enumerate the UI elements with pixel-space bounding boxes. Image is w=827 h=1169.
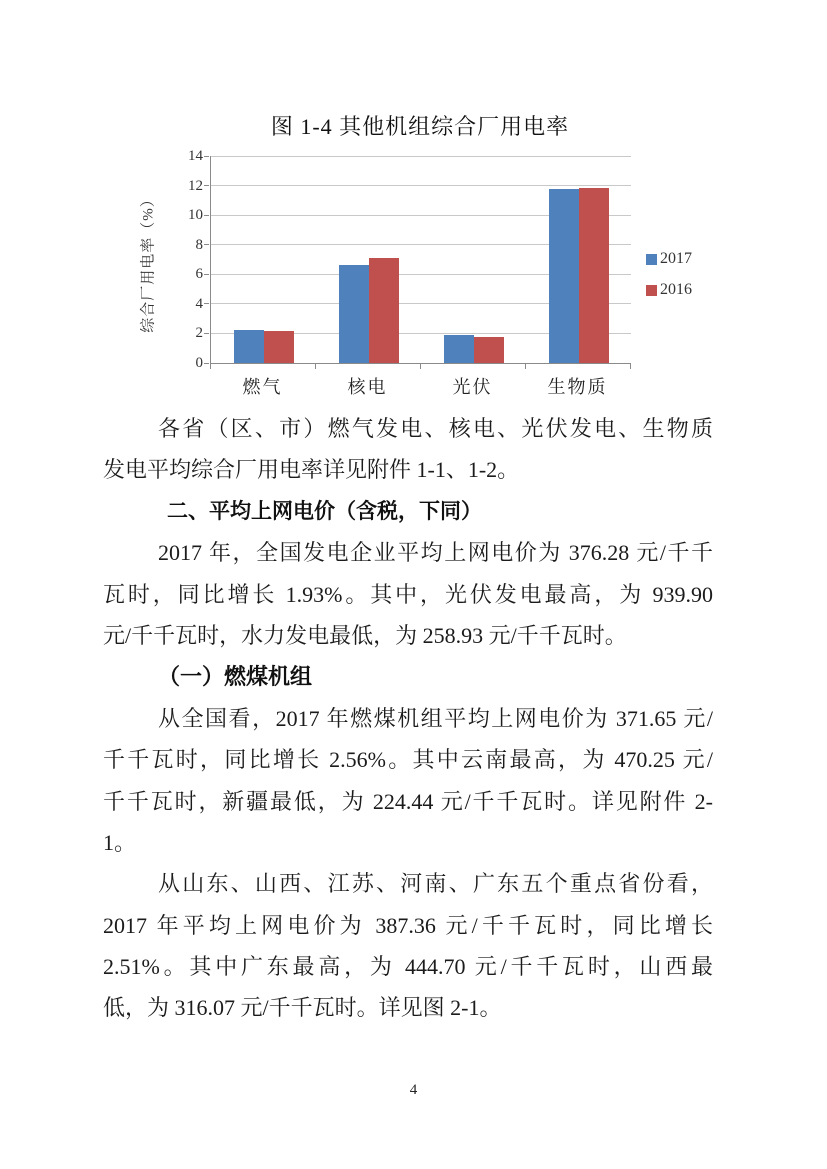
- y-tick-mark: [204, 244, 209, 245]
- y-tick-label: 8: [195, 236, 203, 253]
- page-number: 4: [409, 1082, 418, 1098]
- body-paragraph-line: 2.51%。其中广东最高，为 444.70 元/千千瓦时，山西最: [103, 954, 713, 980]
- bar-2017-1: [339, 265, 369, 363]
- body-paragraph-line: 1。: [103, 829, 137, 855]
- y-tick-label: 4: [195, 295, 203, 312]
- gridline: [211, 185, 631, 186]
- figure-title: 图 1-4 其他机组综合厂用电率: [270, 114, 570, 139]
- y-tick-label: 12: [188, 177, 203, 194]
- legend-marker-2017: [646, 254, 657, 265]
- figure-1-4: [0, 0, 827, 405]
- body-paragraph-line: 低，为 316.07 元/千千瓦时。详见图 2-1。: [103, 995, 502, 1021]
- y-axis-title: 综合厂用电率（%）: [140, 191, 157, 333]
- y-tick-mark: [204, 156, 209, 157]
- y-tick-mark: [204, 333, 209, 334]
- x-tick-mark: [420, 364, 421, 369]
- y-tick-mark: [204, 303, 209, 304]
- body-paragraph-line: 各省（区、市）燃气发电、核电、光伏发电、生物质: [158, 416, 713, 441]
- x-tick-mark: [630, 364, 631, 369]
- x-category-label: 核电: [347, 377, 388, 397]
- bar-2017-3: [549, 189, 579, 363]
- x-tick-mark: [525, 364, 526, 369]
- x-tick-mark: [315, 364, 316, 369]
- body-paragraph-line: 千千瓦时，新疆最低，为 224.44 元/千千瓦时。详见附件 2-: [103, 788, 713, 814]
- body-paragraph-line: 瓦时，同比增长 1.93%。其中，光伏发电最高，为 939.90: [103, 581, 713, 607]
- body-paragraph-line: 从全国看，2017 年燃煤机组平均上网电价为 371.65 元/: [158, 705, 713, 731]
- y-tick-label: 0: [195, 355, 203, 371]
- legend-item: [646, 281, 692, 299]
- body-paragraph-line: 2017 年平均上网电价为 387.36 元/千千瓦时，同比增长: [103, 912, 713, 938]
- gridline: [211, 156, 631, 157]
- body-paragraph-line: 从山东、山西、江苏、河南、广东五个重点省份看，: [158, 871, 713, 897]
- legend-label: 2017: [660, 250, 692, 267]
- body-paragraph-line: 千千瓦时，同比增长 2.56%。其中云南最高，为 470.25 元/: [103, 747, 713, 773]
- x-category-label: 生物质: [547, 377, 608, 397]
- body-paragraph-line: 2017 年，全国发电企业平均上网电价为 376.28 元/千千: [158, 540, 713, 566]
- y-tick-label: 2: [195, 325, 203, 342]
- bar-2016-2: [474, 337, 504, 363]
- y-tick-mark: [204, 185, 209, 186]
- bar-2016-1: [369, 258, 399, 363]
- body-paragraph-line: 元/千千瓦时，水力发电最低，为 258.93 元/千千瓦时。: [103, 622, 627, 648]
- bar-2016-0: [264, 331, 294, 364]
- body-paragraph-line: 发电平均综合厂用电率详见附件 1-1、1-2。: [103, 457, 520, 483]
- y-tick-mark: [204, 274, 209, 275]
- subsection-heading: （一）燃煤机组: [158, 664, 313, 690]
- y-tick-label: 6: [195, 266, 203, 283]
- y-tick-mark: [204, 363, 209, 364]
- x-category-label: 光伏: [452, 377, 493, 397]
- section-heading: 二、平均上网电价（含税，下同）: [167, 499, 482, 523]
- bar-2016-3: [579, 188, 609, 363]
- y-tick-label: 10: [188, 207, 203, 224]
- y-tick-mark: [204, 215, 209, 216]
- legend-marker-2016: [646, 285, 657, 296]
- bar-2017-2: [444, 335, 474, 363]
- chart-plot-area: [210, 156, 631, 364]
- x-tick-mark: [210, 364, 211, 369]
- x-category-label: 燃气: [242, 377, 283, 397]
- y-tick-label: 14: [188, 148, 203, 164]
- chart-legend: [646, 250, 692, 312]
- bar-2017-0: [234, 330, 264, 363]
- legend-label: 2016: [660, 281, 692, 298]
- legend-item: [646, 250, 692, 268]
- document-body: [103, 408, 713, 1029]
